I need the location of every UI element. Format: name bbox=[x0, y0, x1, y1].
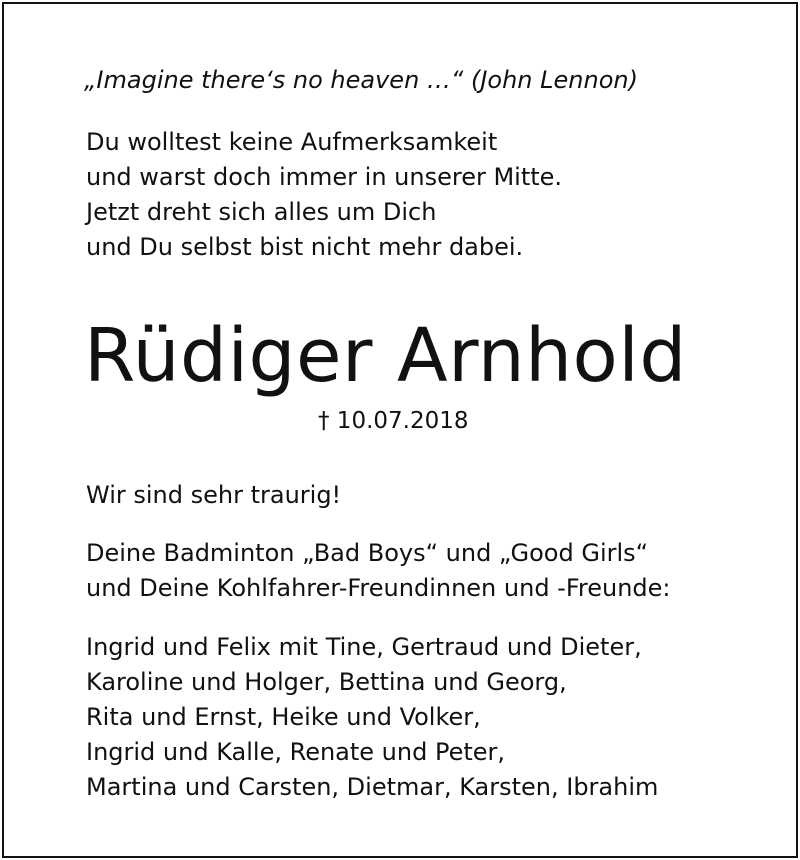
mourners-list bbox=[86, 630, 658, 805]
poem-line: und warst doch immer in unserer Mitte. bbox=[86, 163, 563, 191]
deceased-name: Rüdiger Arnhold bbox=[84, 313, 687, 399]
mourners-line: Ingrid und Kalle, Renate und Peter, bbox=[86, 738, 506, 766]
death-date: † 10.07.2018 bbox=[318, 408, 469, 434]
lennon-quote: „Imagine there‘s no heaven …“ (John Lennon) bbox=[84, 66, 638, 94]
mourners-line: Ingrid und Felix mit Tine, Gertraud und Dieter, bbox=[86, 633, 642, 661]
mourners-line: Rita und Ernst, Heike und Volker, bbox=[86, 703, 481, 731]
poem bbox=[86, 125, 562, 265]
mourners-line: Karoline und Holger, Bettina und Georg, bbox=[86, 668, 567, 696]
poem-line: Jetzt dreht sich alles um Dich bbox=[86, 198, 437, 226]
mourners-line: Martina und Carsten, Dietmar, Karsten, Ibrahim bbox=[86, 773, 659, 801]
from-groups bbox=[86, 536, 671, 606]
sad-statement: Wir sind sehr traurig! bbox=[86, 481, 342, 509]
from-line: und Deine Kohlfahrer-Freundinnen und -Freunde: bbox=[86, 574, 671, 602]
poem-line: und Du selbst bist nicht mehr dabei. bbox=[86, 233, 524, 261]
poem-line: Du wolltest keine Aufmerksamkeit bbox=[86, 128, 498, 156]
from-line: Deine Badminton „Bad Boys“ und „Good Girls“ bbox=[86, 539, 649, 567]
